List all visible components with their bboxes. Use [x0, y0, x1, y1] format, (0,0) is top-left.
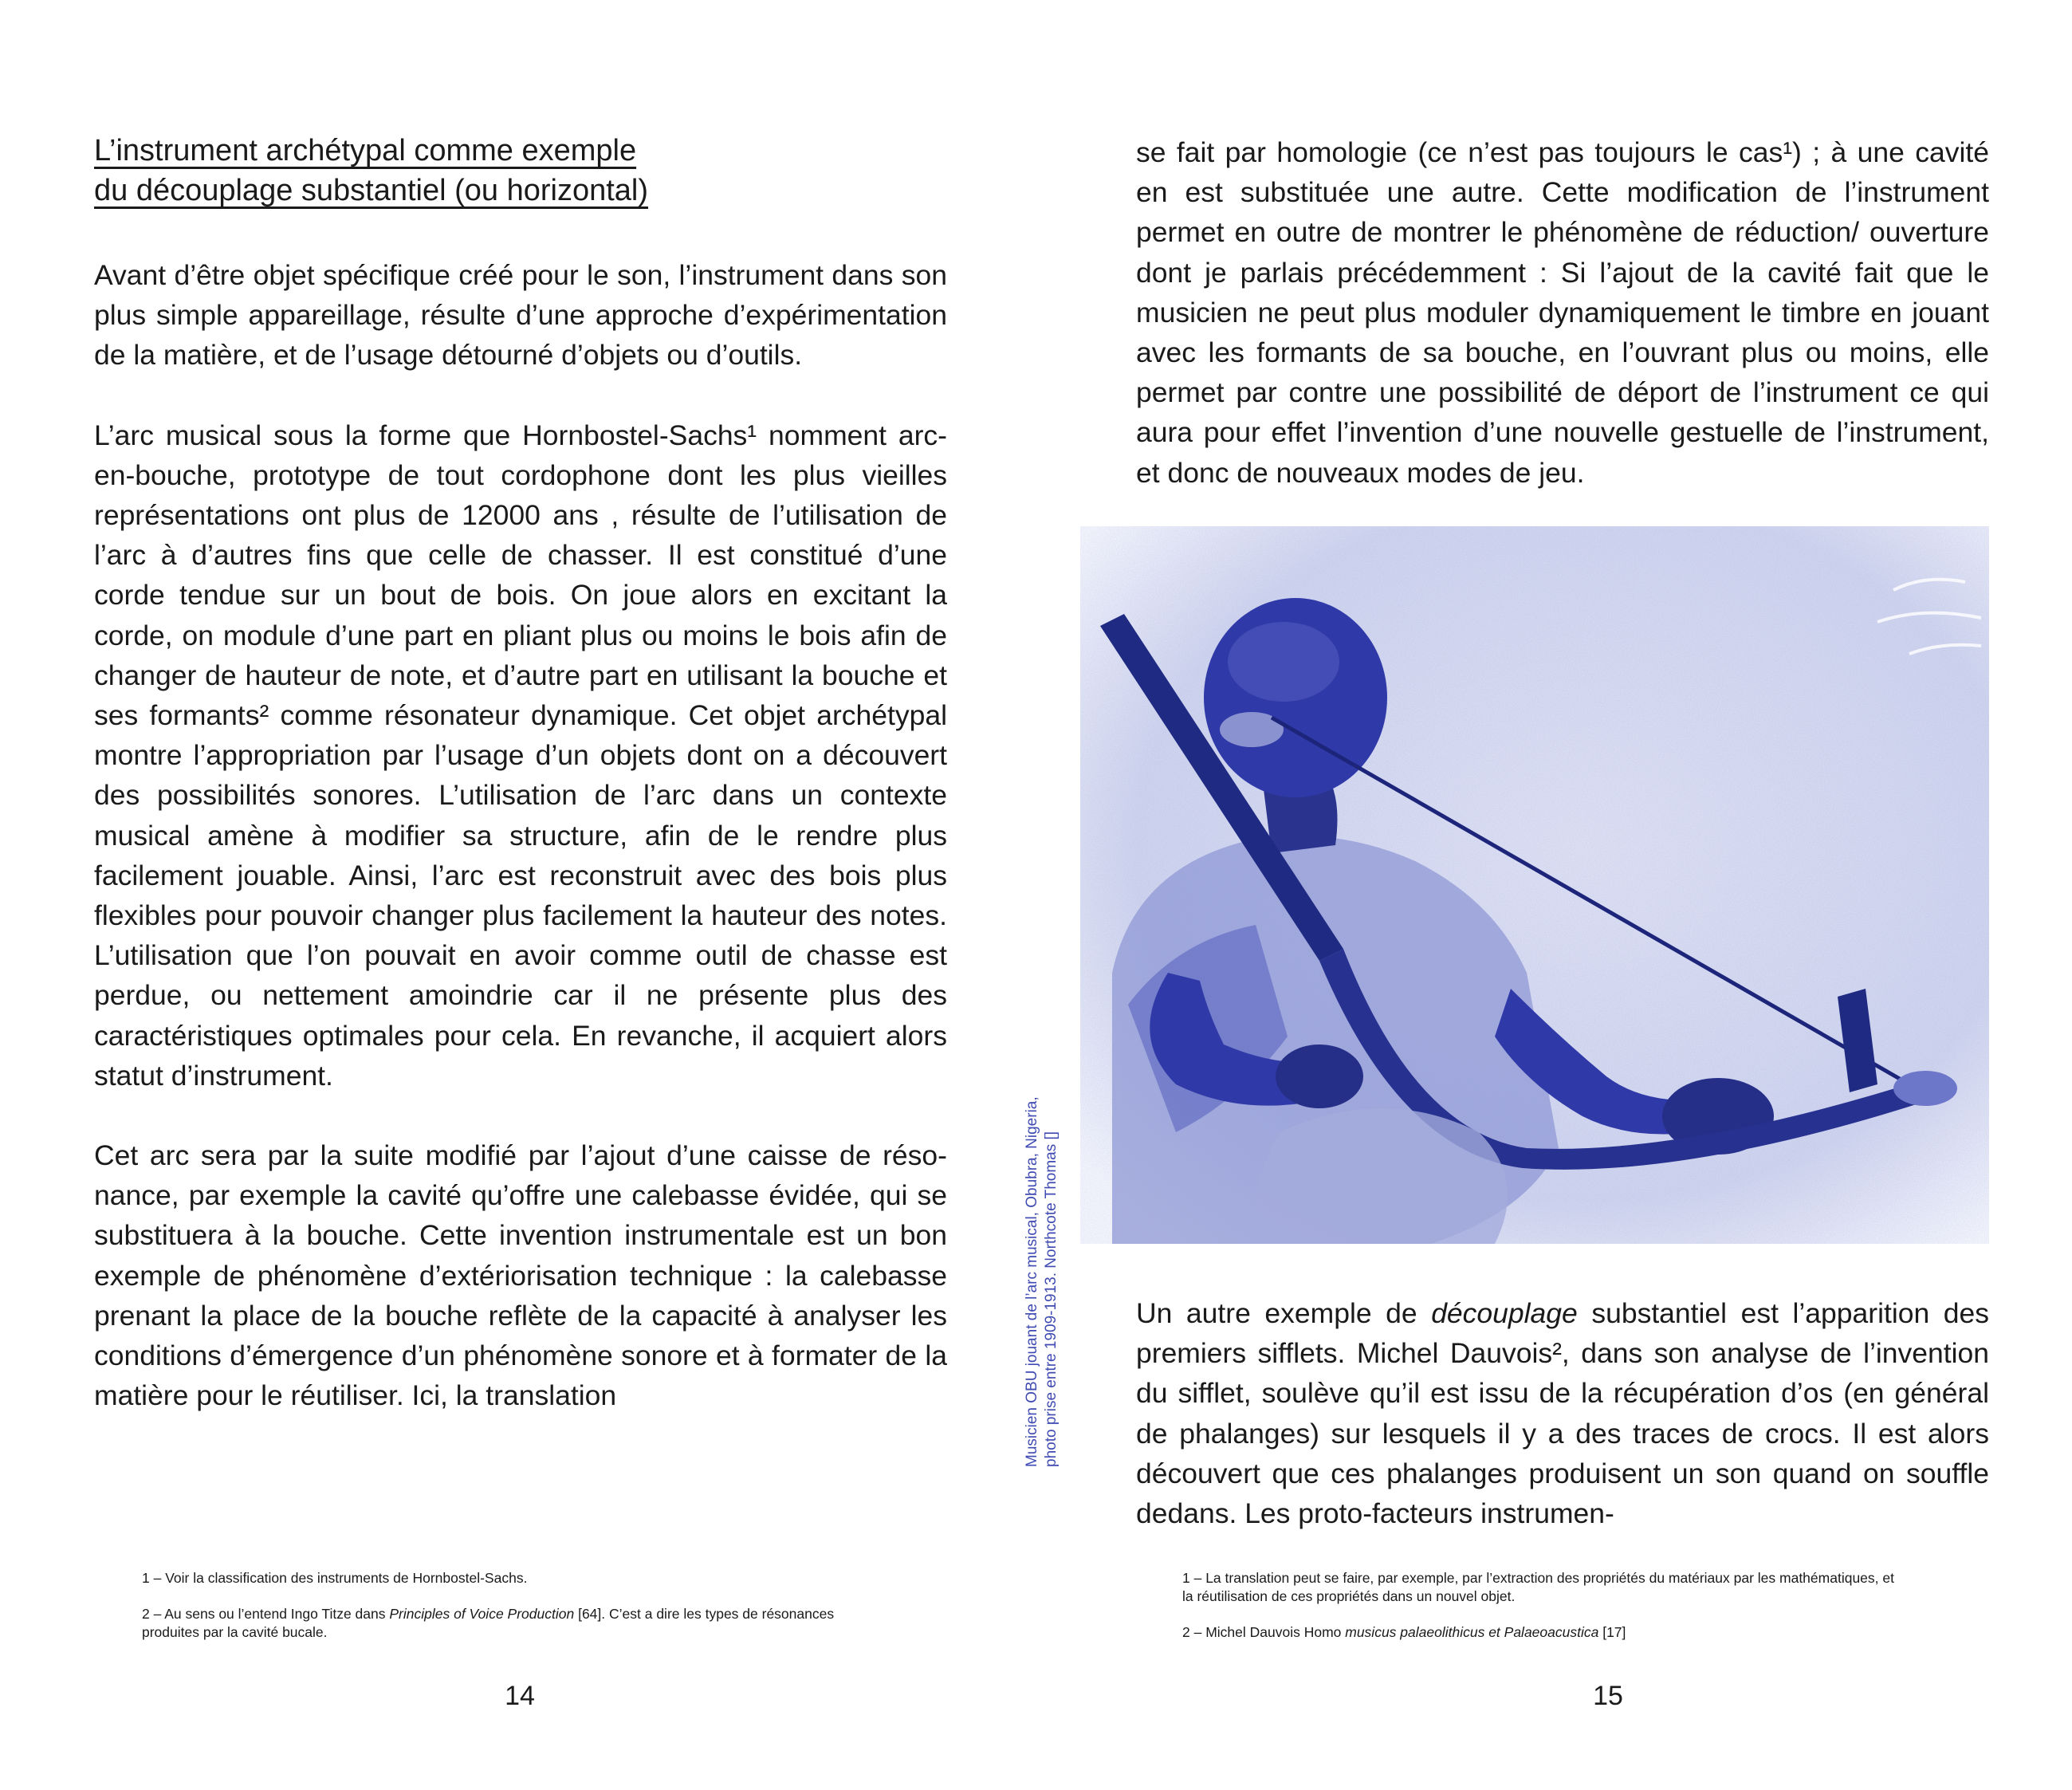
left-footnotes: [142, 1569, 843, 1659]
paragraph-homologie: se fait par homologie (ce n’est pas toujours le cas¹) ; à une cavité en est substituée une autre. Cette modification de l’instrument permet en outre de montrer le phénomène de réduction/ ouverture dont je parlais précédemment : Si l’ajout de la cavité fait que le musicien ne peut plus moduler dynamiquement le timbre en jouant avec les formants de sa bouche, en l’ouvrant plus ou moins, elle permet par contre une possibilité de déport de l’instrument ce qui aura pour effet l’invention d’une nouvelle gestuelle de l’instrument, et donc de nouveaux modes de jeu.: [1136, 136, 1989, 489]
left-hand: [1276, 1044, 1363, 1108]
lap: [1254, 1108, 1508, 1244]
footnote-1: 1 – La translation peut se faire, par exemple, par l’extraction des propriétés du matériaux par les mathématiques, et la réutilisation de ces propriétés dans un nouvel objet.: [1182, 1570, 1894, 1604]
right-footnotes: [1182, 1569, 1900, 1659]
page-number: 14: [505, 1681, 535, 1711]
paragraph-intro: Avant d’être objet spécifique créé pour le son, l’instrument dans son plus simple appareillage, résulte d’une approche d’expérimentation de la matière, et de l’usage détourné d’objets ou d’outils.: [94, 259, 947, 372]
right-body-bottom: [1136, 1293, 1989, 1533]
paragraph-sifflets: Un autre exemple de découplage substantiel est l’apparition des premiers sifflets. Michel Dauvois², dans son analyse de l’invention du sifflet, soulève qu’il est issu de la récupération d’os (en général de phalanges) sur lesquels il y a des traces de crocs. Il est alors découvert que ces phalanges produisent un son quand on souffle dedans. Les proto-facteurs instrumen-: [1136, 1297, 1989, 1530]
section-heading: [94, 131, 851, 210]
right-body-top: [1136, 132, 1989, 493]
caption-line-1: Musicien OBU jouant de l’arc musical, Obubra, Nigeria,: [1024, 1096, 1040, 1467]
footnote-2: 2 – Au sens ou l’entend Ingo Titze dans Principles of Voice Production [64]. C’est a dire les types de résonances produites par la cavité bucale.: [142, 1606, 835, 1640]
paragraph-arc-musical: L’arc musical sous la forme que Hornbostel-Sachs¹ nomment arc-en-bouche, prototype de tout cordophone dont les plus vieilles représentations ont plus de 12000 ans , résulte de l’utilisation de l’arc à d’autres fins que celle de chasser. Il est constitué d’une corde tendue sur un bout de bois. On joue alors en excitant la corde, on module d’une part en pliant plus ou moins le bois afin de changer de hauteur de note, et d’autre part en utilisant la bouche et ses formants² comme résonateur dynamique. Cet objet archétypal montre l’appropriation par l’usage d’un objets dont on a découvert des possibilités sonores. L’utilisation de l’arc dans un contexte musical amène à modifier sa structure, afin de le rendre plus facilement jouable. Ainsi, l’arc est reconstruit avec des bois plus flexibles pour pouvoir changer plus facilement la hauteur des notes. L’utilisation que l’on pouvait en avoir comme outil de chasse est perdue, ou nettement amoindrie car il ne présente plus des caractéristiques optimales pour cela. En revanche, il acquiert alors statut d’instrument.: [94, 419, 947, 1092]
footnote-2: 2 – Michel Dauvois Homo musicus palaeolithicus et Palaeoacustica [17]: [1182, 1624, 1626, 1640]
head-highlight: [1228, 622, 1339, 702]
heading-line-1: L’instrument archétypal comme exemple: [94, 134, 637, 167]
page-number: 15: [1593, 1681, 1623, 1711]
caption-line-2: photo prise entre 1909-1913. Northcote Thomas []: [1043, 1131, 1060, 1467]
musician-photo: [1080, 526, 1989, 1244]
left-body: [94, 255, 947, 1415]
paragraph-caisse-resonance: Cet arc sera par la suite modifié par l’ajout d’une caisse de résonance, par exemple la cavité qu’offre une calebasse évidée, qui se substituera à la bouche. Cette invention instrumentale est un bon exemple de phénomène d’extériorisation technique : la calebasse prenant la place de la bouche reflète de la capacité à analyser les conditions d’émergence d’un phénomène sonore et à formater de la matière pour le réutiliser. Ici, la translation: [94, 1139, 947, 1412]
bow-end: [1893, 1071, 1957, 1106]
footnote-1: 1 – Voir la classification des instruments de Hornbostel-Sachs.: [142, 1570, 528, 1586]
heading-line-2: du découplage substantiel (ou horizontal): [94, 174, 649, 207]
